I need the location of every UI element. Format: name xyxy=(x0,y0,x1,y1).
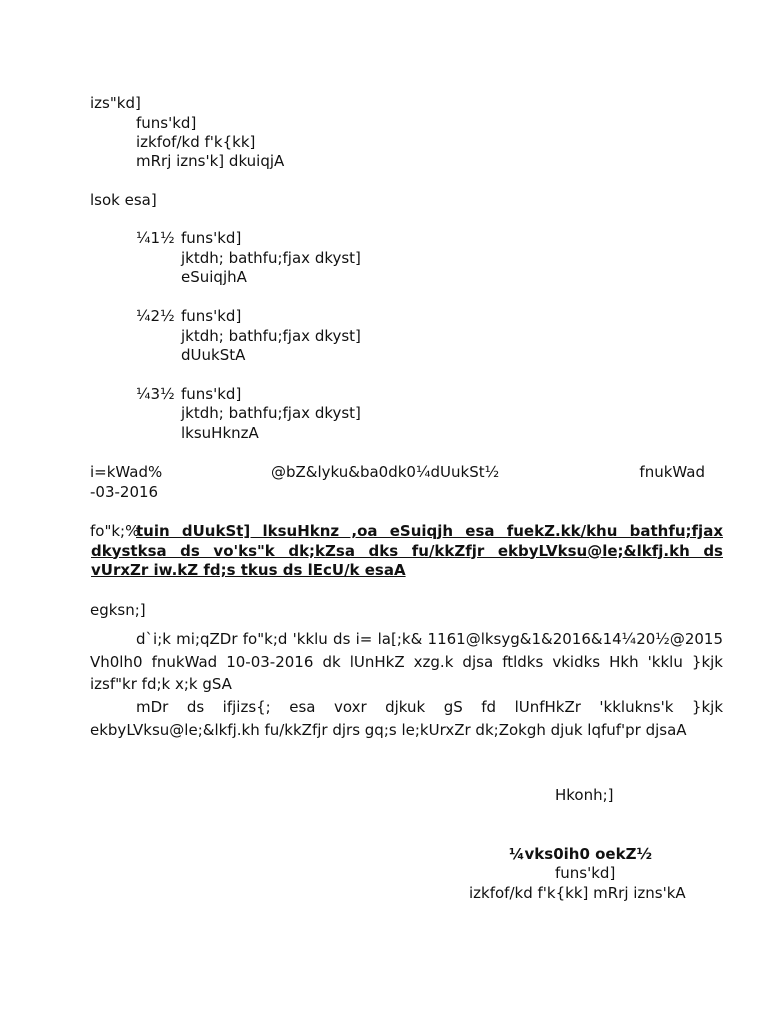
subject-text: tuin dUukSt] lksuHknz ,oa eSuiqjh esa fuekZ.kk/khu bathfu;fjax dkystksa ds vo'ks"k dk;kZsa dks fu/kkZfjr ekbyLVksu@le;&lkfj.kh ds vUrxZr iw.kZ fd;s tkus ds lEcU/k esaA xyxy=(91,522,723,579)
from-label: izs"kd] xyxy=(90,94,141,112)
signatory-designation: funs'kd] xyxy=(555,864,616,882)
recipient-3-line-3: lksuHknzA xyxy=(181,424,259,442)
signatory-office: izkfof/kd f'k{kk] mRrj izns'kA xyxy=(469,884,686,902)
recipient-number-2: ¼2½ xyxy=(136,307,175,325)
body-paragraph-2: mDr ds ifjizs{; esa voxr djkuk gS fd lUnfHkZr 'kklukns'k }kjk ekbyLVksu@le;&lkfj.kh fu/kkZfjr djrs gq;s le;kUrxZr dk;Zokgh djuk lqfuf'pr djsaA xyxy=(90,698,723,739)
reference-label: i=kWad% xyxy=(90,463,163,481)
from-line-1: funs'kd] xyxy=(136,114,197,132)
recipient-number-3: ¼3½ xyxy=(136,385,175,403)
to-label: lsok esa] xyxy=(90,191,157,209)
reference-number: @bZ&lyku&ba0dk0¼dUukSt½ xyxy=(271,463,500,481)
recipient-2-line-3: dUukStA xyxy=(181,346,246,364)
recipient-2-line-2: jktdh; bathfu;fjax dkyst] xyxy=(181,327,361,345)
reference-row xyxy=(90,463,705,482)
subject-label: fo"k;% xyxy=(90,522,140,540)
recipient-3-line-1: funs'kd] xyxy=(181,385,242,403)
recipient-3-line-2: jktdh; bathfu;fjax dkyst] xyxy=(181,404,361,422)
recipient-number-1: ¼1½ xyxy=(136,229,175,247)
recipient-2-line-1: funs'kd] xyxy=(181,307,242,325)
signatory-name: ¼vks0ih0 oekZ½ xyxy=(509,845,652,863)
from-line-2: izkfof/kd f'k{kk] xyxy=(136,133,256,151)
closing: Hkonh;] xyxy=(555,786,614,804)
recipient-1-line-3: eSuiqjhA xyxy=(181,268,247,286)
recipient-1-line-2: jktdh; bathfu;fjax dkyst] xyxy=(181,249,361,267)
recipient-1-line-1: funs'kd] xyxy=(181,229,242,247)
body-paragraph-1: d`i;k mi;qZDr fo"k;d 'kklu ds i= la[;k& 1161@lksyg&1&2016&14¼20½@2015 Vh0lh0 fnukWad 10-03-2016 dk lUnHkZ xzg.k djsa ftldks vkidks Hkh 'kklu }kjk izsf"kr fd;k x;k gSA xyxy=(90,630,723,693)
date-value: -03-2016 xyxy=(90,483,159,501)
salutation: egksn;] xyxy=(90,601,146,619)
from-line-3: mRrj izns'k] dkuiqjA xyxy=(136,152,285,170)
date-label: fnukWad xyxy=(639,463,705,481)
